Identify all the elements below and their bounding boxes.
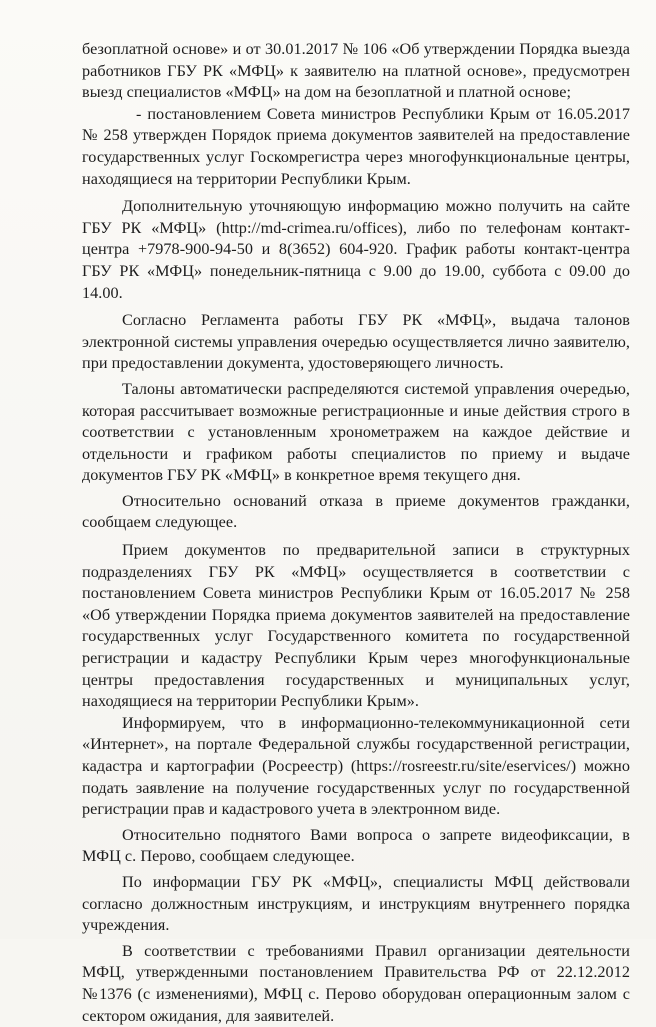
document-body — [82, 39, 630, 1027]
paragraph-video-recording: Относительно поднятого Вами вопроса о запрете видеофиксации, в МФЦ с. Перово, сообщаем следующее. — [82, 825, 630, 866]
paragraph-preregistration: Прием документов по предварительной записи в структурных подразделениях ГБУ РК «МФЦ» осуществляется в соответствии с постановлением Совета министров Республики Крым от 16.05.2017 № 258 «Об утверждении Порядка приема документов заявителей на предоставление государственных услуг Государственного комитета по государственной регистрации и кадастру Республики Крым через многофункциональные центры предоставления государственных и муниципальных услуг, находящиеся на территории Республики Крым». — [82, 541, 630, 711]
paragraph-internet: Информируем, что в информационно-телекоммуникационной сети «Интернет», на портале Федеральной службы государственной регистрации, кадастра и картографии (Росреестр) (https://rosreestr.ru/site/eservices/) можно подать заявление на получение государственных услуг по государственной регистрации прав и кадастрового учета в электронном виде. — [82, 713, 630, 819]
paragraph-additional-info: Дополнительную уточняющую информацию можно получить на сайте ГБУ РК «МФЦ» (http://md-crimea.ru/offices), либо по телефонам контакт-центра +7978-900-94-50 и 8(3652) 604-920. График работы контакт-центра ГБУ РК «МФЦ» понедельник-пятница с 9.00 до 19.00, суббота с 09.00 до 14.00. — [82, 197, 630, 302]
paragraph-rules: В соответствии с требованиями Правил организации деятельности МФЦ, утвержденными постановлением Правительства РФ от 22.12.2012 №1376 (с изменениями), МФЦ с. Перово оборудован операционным залом с сектором ожидания, для заявителей. — [82, 941, 630, 1025]
paragraph-resolution-258: - постановлением Совета министров Республики Крым от 16.05.2017 № 258 утвержден Порядок приема документов заявителей на предоставление государственных услуг Госкомрегистра через многофункциональные центры, находящиеся на территории Республики Крым. — [82, 104, 630, 188]
paragraph-refusal-grounds: Относительно оснований отказа в приеме документов гражданки, сообщаем следующее. — [82, 491, 630, 532]
paragraph-regulation: Согласно Регламента работы ГБУ РК «МФЦ», выдача талонов электронной системы управления очередью осуществляется лично заявителю, при предоставлении документа, удостоверяющего личность. — [82, 311, 630, 373]
paragraph-specialists: По информации ГБУ РК «МФЦ», специалисты МФЦ действовали согласно должностным инструкциям, и инструкциям внутреннего порядка учреждения. — [82, 872, 630, 935]
paragraph-continuation: безоплатной основе» и от 30.01.2017 № 106 «Об утверждении Порядка выезда работников ГБУ РК «МФЦ» к заявителю на платной основе», предусмотрен выезд специалистов «МФЦ» на дом на безоплатной и платной основе; — [82, 40, 630, 102]
paragraph-tickets: Талоны автоматически распределяются системой управления очередью, которая рассчитывает возможные регистрационные и иные действия строго в соответствии с установленным хронометражем на каждое действие и отдельности и графиком работы специалистов по приему и выдаче документов ГБУ РК «МФЦ» в конкретное время текущего дня. — [82, 379, 630, 485]
